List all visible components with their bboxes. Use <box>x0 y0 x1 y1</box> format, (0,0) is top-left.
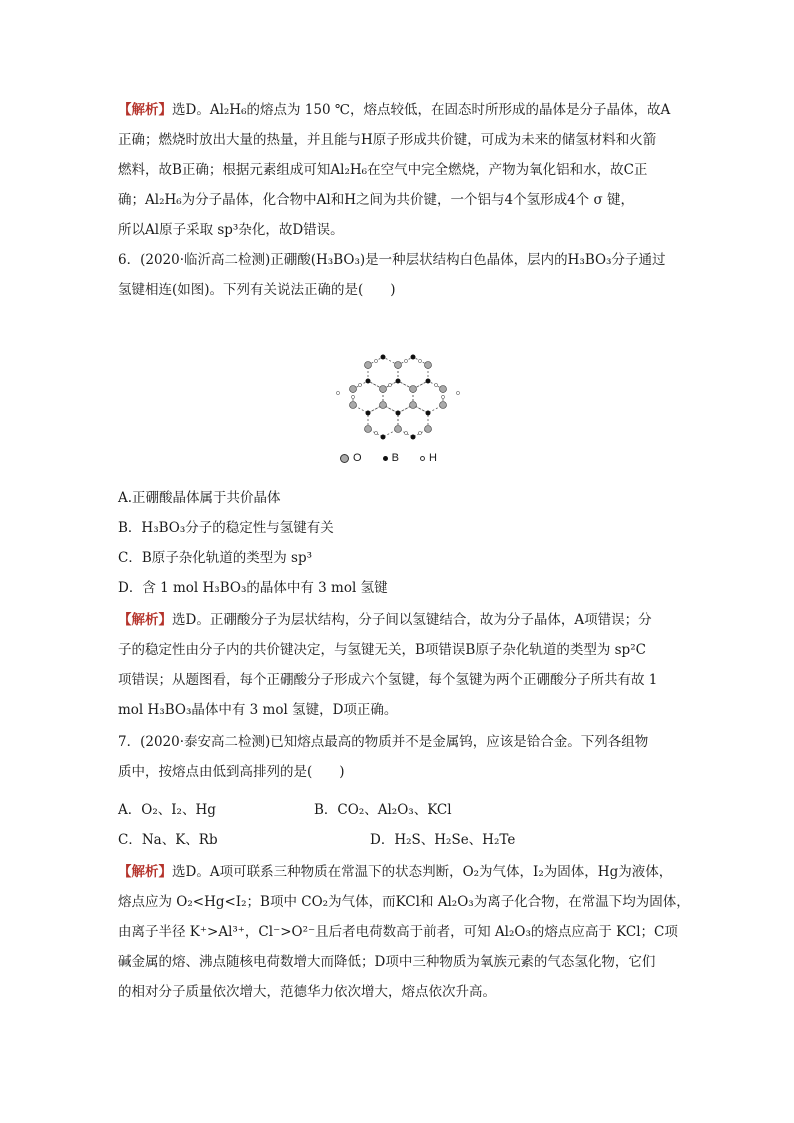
q7-stem-line-2: 质中，按熔点由低到高排列的是( ) <box>118 764 345 780</box>
hydrogen-marker-icon <box>420 456 425 461</box>
q6-analysis-line-4: mol H₃BO₃晶体中有 3 mol 氢键，D项正确。 <box>118 702 398 718</box>
q5-analysis-line-2: 正确；燃烧时放出大量的热量，并且能与H原子形成共价键，可成为未来的储氢材料和火箭 <box>118 132 657 148</box>
q7-analysis-line-4: 碱金属的熔、沸点随核电荷数增大而降低；D项中三种物质为氧族元素的气态氢化物，它们 <box>118 954 656 970</box>
legend-hydrogen: H <box>420 452 437 464</box>
q6-option-d: D．含 1 mol H₃BO₃的晶体中有 3 mol 氢键 <box>118 580 388 596</box>
q7-option-d: D．H₂S、H₂Se、H₂Te <box>370 832 516 848</box>
q5-analysis-line-5: 所以Al原子采取 sp³杂化，故D错误。 <box>118 222 344 238</box>
q5-analysis-line-4: 确；Al₂H₆为分子晶体，化合物中Al和H之间为共价键，一个铝与4个氢形成4个 σ 键， <box>118 192 634 208</box>
q5-analysis-line-3: 燃料，故B正确；根据元素组成可知Al₂H₆在空气中完全燃烧，产物为氧化铝和水，故C正 <box>118 162 648 178</box>
q6-option-a: A.正硼酸晶体属于共价晶体 <box>118 490 281 506</box>
q7-analysis-line-1: 【解析】选D。A项可联系三种物质在常温下的状态判断，O₂为气体，I₂为固体，Hg为液体， <box>118 864 673 880</box>
q7-option-c: C．Na、K、Rb <box>118 832 218 848</box>
q6-stem-line-1: 6．(2020·临沂高二检测)正硼酸(H₃BO₃)是一种层状结构白色晶体，层内的H₃BO₃分子通过 <box>118 252 666 268</box>
boron-marker-icon <box>383 456 388 461</box>
q6-analysis-line-2: 子的稳定性由分子内的共价键决定，与氢键无关，B项错误B原子杂化轨道的类型为 sp²C <box>118 642 646 658</box>
q6-analysis-line-3: 项错误；从题图看，每个正硼酸分子形成六个氢键，每个氢键为两个正硼酸分子所共有故 1 <box>118 672 658 688</box>
q7-analysis-line-5: 的相对分子质量依次增大，范德华力依次增大，熔点依次升高。 <box>118 984 496 1000</box>
oxygen-marker-icon <box>340 454 349 463</box>
q6-analysis-line-1: 【解析】选D。正硼酸分子为层状结构，分子间以氢键结合，故为分子晶体，A项错误；分 <box>118 612 652 628</box>
q7-option-b: B．CO₂、Al₂O₃、KCl <box>314 802 452 818</box>
hexagonal-hydrogen-bond-network <box>308 335 488 455</box>
q6-stem-line-2: 氢键相连(如图)。下列有关说法正确的是( ) <box>118 282 396 298</box>
q7-analysis-line-3: 由离子半径 K⁺>Al³⁺，Cl⁻>O²⁻且后者电荷数高于前者，可知 Al₂O₃的熔点应高于 KCl；C项 <box>118 924 678 940</box>
q7-analysis-line-2: 熔点应为 O₂<Hg<I₂；B项中 CO₂为气体，而KCl和 Al₂O₃为离子化合物，在常温下均为固体， <box>118 894 690 910</box>
analysis-tag: 【解析】 <box>118 864 172 880</box>
legend-boron: B <box>383 452 399 464</box>
legend-oxygen: O <box>340 452 362 464</box>
analysis-tag: 【解析】 <box>118 612 172 628</box>
q5-analysis-line-1: 【解析】选D。Al₂H₆的熔点为 150 ℃，熔点较低，在固态时所形成的晶体是分子晶体，故A <box>118 102 671 118</box>
analysis-tag: 【解析】 <box>118 102 172 118</box>
q6-option-b: B．H₃BO₃分子的稳定性与氢键有关 <box>118 520 334 536</box>
q7-option-a: A．O₂、I₂、Hg <box>118 802 216 818</box>
q6-option-c: C．B原子杂化轨道的类型为 sp³ <box>118 550 313 566</box>
figure-legend <box>340 452 455 464</box>
q7-stem-line-1: 7．(2020·泰安高二检测)已知熔点最高的物质并不是金属钨，应该是铪合金。下列各组物 <box>118 734 649 750</box>
